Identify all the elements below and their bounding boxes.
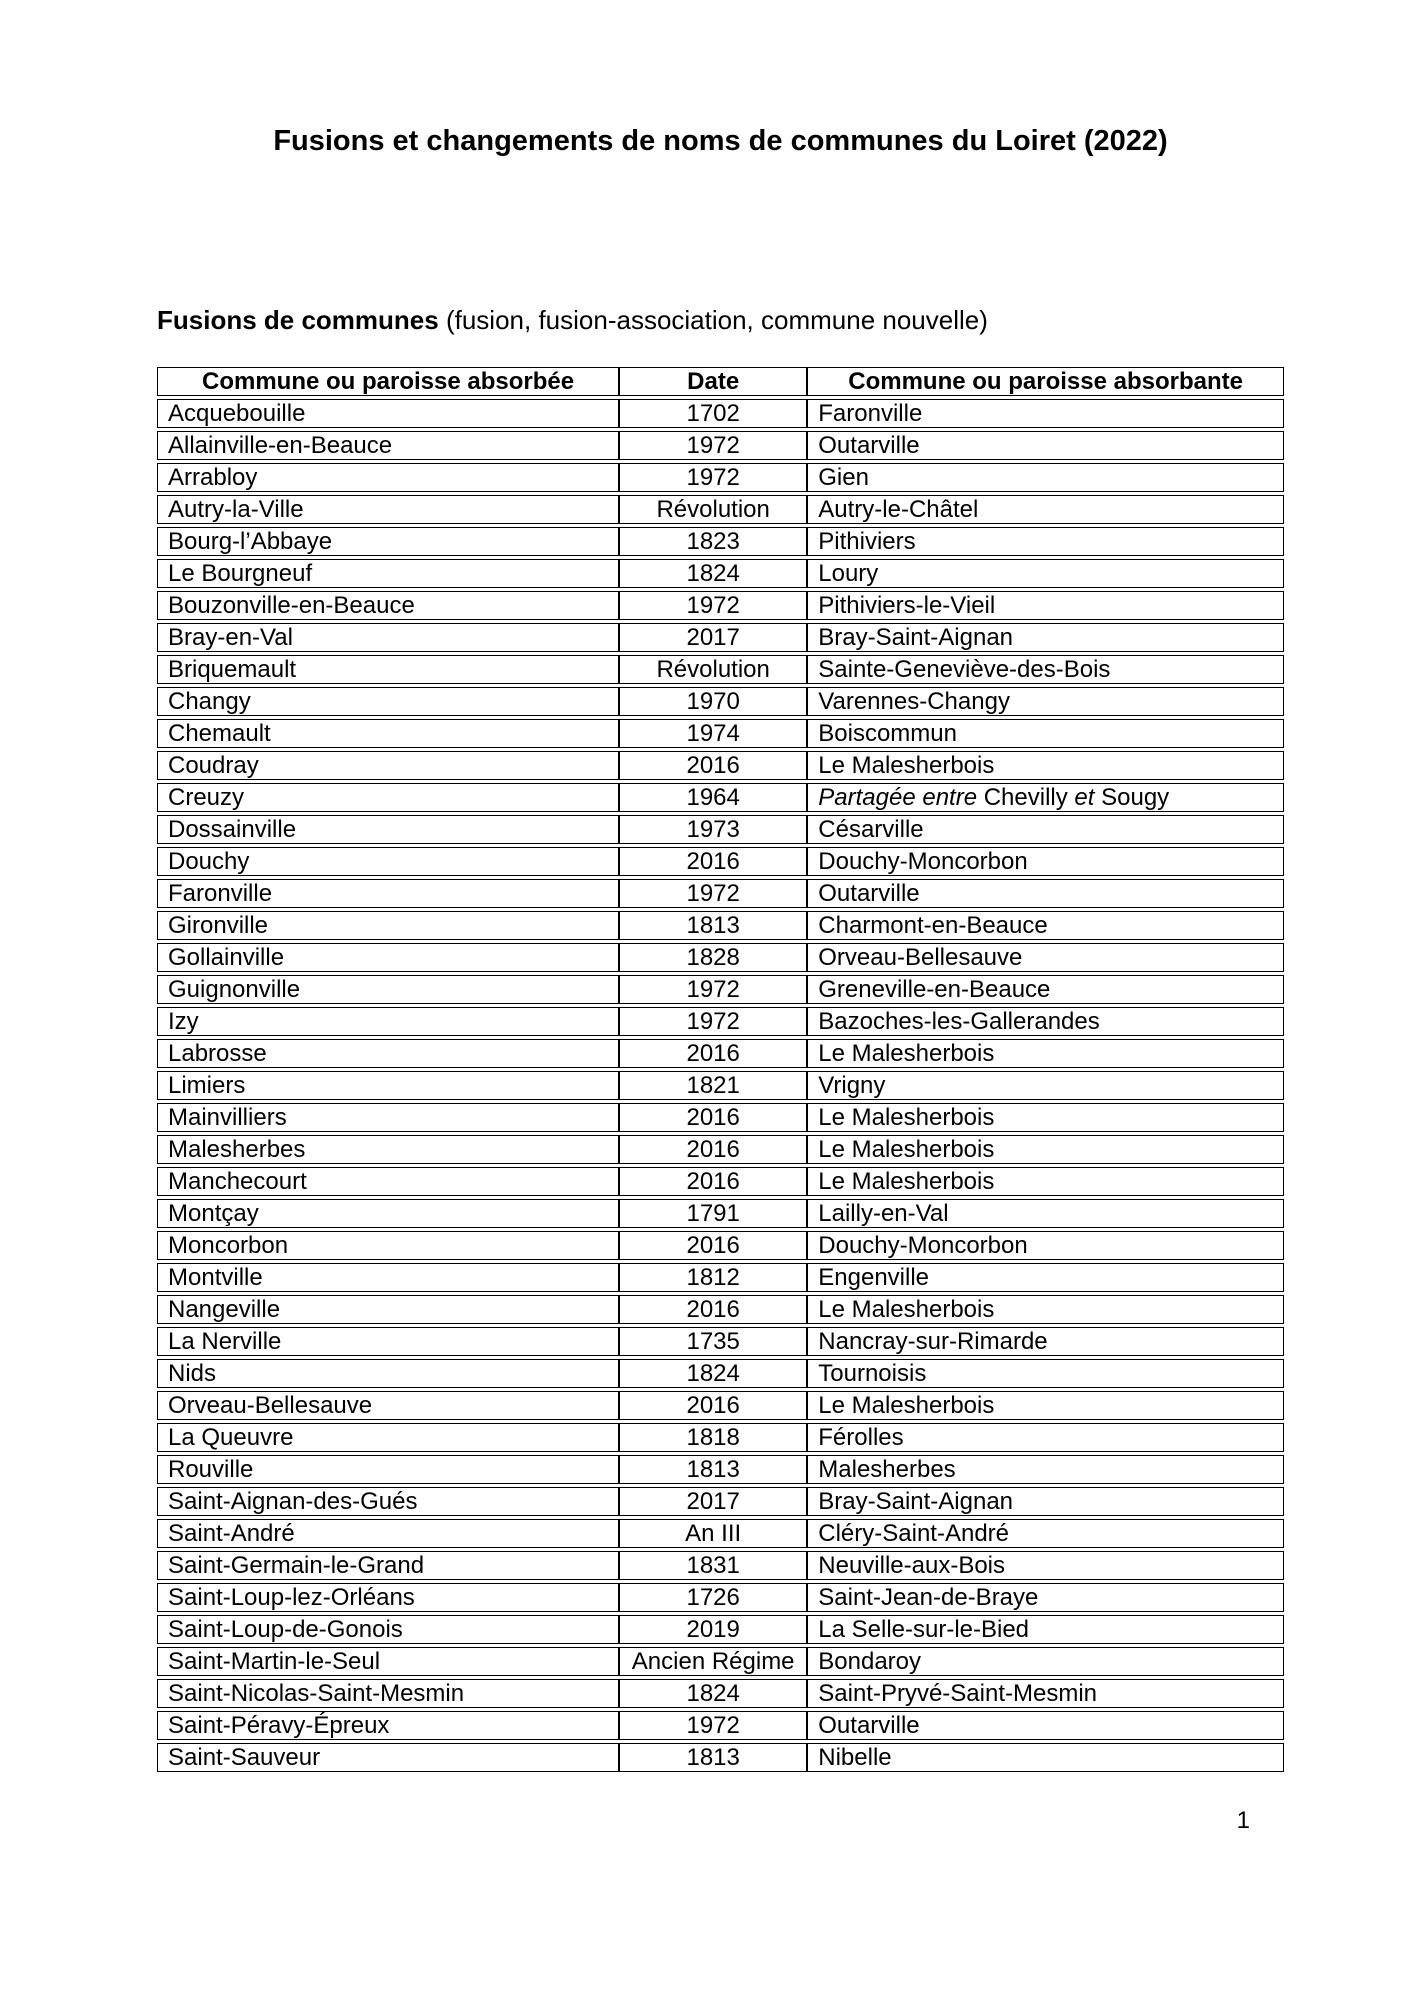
cell-absorbee: Bray-en-Val <box>157 623 619 652</box>
table-row <box>157 1615 1284 1644</box>
cell-absorbante: Bondaroy <box>807 1647 1284 1676</box>
cell-absorbante: Boiscommun <box>807 719 1284 748</box>
cell-absorbante: Le Malesherbois <box>807 1391 1284 1420</box>
table-row <box>157 1679 1284 1708</box>
cell-date: 1824 <box>619 1679 807 1708</box>
table-row <box>157 751 1284 780</box>
cell-absorbee: Malesherbes <box>157 1135 619 1164</box>
table-row <box>157 1167 1284 1196</box>
cell-absorbante: Le Malesherbois <box>807 1295 1284 1324</box>
cell-absorbee: Allainville-en-Beauce <box>157 431 619 460</box>
cell-absorbante: Cléry-Saint-André <box>807 1519 1284 1548</box>
table-row <box>157 1519 1284 1548</box>
cell-absorbee: Saint-Péravy-Épreux <box>157 1711 619 1740</box>
cell-absorbee: Limiers <box>157 1071 619 1100</box>
cell-absorbee: Le Bourgneuf <box>157 559 619 588</box>
cell-date: 1818 <box>619 1423 807 1452</box>
cell-absorbante: Lailly-en-Val <box>807 1199 1284 1228</box>
cell-date: 2016 <box>619 1295 807 1324</box>
cell-absorbante: Pithiviers-le-Vieil <box>807 591 1284 620</box>
cell-date: 2016 <box>619 1039 807 1068</box>
table-row <box>157 1263 1284 1292</box>
table-row <box>157 1743 1284 1772</box>
cell-date: 1824 <box>619 1359 807 1388</box>
cell-date: 1828 <box>619 943 807 972</box>
cell-absorbante: Nibelle <box>807 1743 1284 1772</box>
table-row <box>157 847 1284 876</box>
cell-absorbee: Saint-Sauveur <box>157 1743 619 1772</box>
cell-absorbee: Autry-la-Ville <box>157 495 619 524</box>
table-row <box>157 1327 1284 1356</box>
cell-absorbante: Pithiviers <box>807 527 1284 556</box>
table-row <box>157 399 1284 428</box>
cell-date: 1735 <box>619 1327 807 1356</box>
cell-absorbante: Le Malesherbois <box>807 1135 1284 1164</box>
cell-absorbee: Montçay <box>157 1199 619 1228</box>
table-header-row <box>157 367 1284 396</box>
cell-absorbee: Briquemault <box>157 655 619 684</box>
cell-absorbee: Manchecourt <box>157 1167 619 1196</box>
cell-date: 2019 <box>619 1615 807 1644</box>
cell-absorbante: Bray-Saint-Aignan <box>807 623 1284 652</box>
table-row <box>157 815 1284 844</box>
cell-absorbante: Le Malesherbois <box>807 751 1284 780</box>
cell-absorbee: Moncorbon <box>157 1231 619 1260</box>
cell-date: 1702 <box>619 399 807 428</box>
cell-date: 2016 <box>619 847 807 876</box>
cell-absorbee: Rouville <box>157 1455 619 1484</box>
cell-absorbee: Saint-Nicolas-Saint-Mesmin <box>157 1679 619 1708</box>
fusions-table <box>157 364 1284 1775</box>
cell-absorbante: Malesherbes <box>807 1455 1284 1484</box>
cell-date: 1972 <box>619 1007 807 1036</box>
cell-absorbante: Nancray-sur-Rimarde <box>807 1327 1284 1356</box>
table-row <box>157 1583 1284 1612</box>
cell-absorbante: Saint-Jean-de-Braye <box>807 1583 1284 1612</box>
cell-absorbee: Saint-André <box>157 1519 619 1548</box>
cell-date: 1812 <box>619 1263 807 1292</box>
cell-date: 1831 <box>619 1551 807 1580</box>
table-row <box>157 463 1284 492</box>
table-row <box>157 591 1284 620</box>
cell-absorbee: Dossainville <box>157 815 619 844</box>
cell-absorbee: Saint-Aignan-des-Gués <box>157 1487 619 1516</box>
cell-date: Révolution <box>619 655 807 684</box>
table-row <box>157 1551 1284 1580</box>
table-row <box>157 1007 1284 1036</box>
cell-absorbante: Bray-Saint-Aignan <box>807 1487 1284 1516</box>
cell-absorbante: Loury <box>807 559 1284 588</box>
cell-date: 1972 <box>619 975 807 1004</box>
page-number: 1 <box>1236 1807 1250 1835</box>
table-row <box>157 975 1284 1004</box>
cell-absorbee: Izy <box>157 1007 619 1036</box>
cell-absorbee: Guignonville <box>157 975 619 1004</box>
table-row <box>157 655 1284 684</box>
cell-absorbee: La Nerville <box>157 1327 619 1356</box>
cell-absorbante: Outarville <box>807 1711 1284 1740</box>
cell-absorbee: Saint-Loup-lez-Orléans <box>157 1583 619 1612</box>
cell-absorbante: Sainte-Geneviève-des-Bois <box>807 655 1284 684</box>
cell-absorbee: Orveau-Bellesauve <box>157 1391 619 1420</box>
cell-date: 1823 <box>619 527 807 556</box>
cell-absorbee: Chemault <box>157 719 619 748</box>
cell-date: Révolution <box>619 495 807 524</box>
cell-absorbee: Creuzy <box>157 783 619 812</box>
cell-date: 1973 <box>619 815 807 844</box>
cell-date: 1964 <box>619 783 807 812</box>
cell-absorbante: Orveau-Bellesauve <box>807 943 1284 972</box>
table-row <box>157 527 1284 556</box>
cell-absorbante: Vrigny <box>807 1071 1284 1100</box>
table-row <box>157 1199 1284 1228</box>
cell-date: 1972 <box>619 463 807 492</box>
cell-absorbee: Coudray <box>157 751 619 780</box>
cell-date: An III <box>619 1519 807 1548</box>
cell-date: 1824 <box>619 559 807 588</box>
table-row <box>157 783 1284 812</box>
cell-date: 1970 <box>619 687 807 716</box>
cell-absorbee: Gironville <box>157 911 619 940</box>
cell-absorbee: Changy <box>157 687 619 716</box>
cell-absorbante: Charmont-en-Beauce <box>807 911 1284 940</box>
cell-absorbee: Bouzonville-en-Beauce <box>157 591 619 620</box>
cell-date: 1972 <box>619 1711 807 1740</box>
cell-date: 1821 <box>619 1071 807 1100</box>
cell-absorbee: Nids <box>157 1359 619 1388</box>
cell-date: 1813 <box>619 1743 807 1772</box>
cell-absorbante: Douchy-Moncorbon <box>807 1231 1284 1260</box>
cell-absorbante: Outarville <box>807 431 1284 460</box>
section-heading-rest: (fusion, fusion-association, commune nouvelle) <box>438 304 988 335</box>
cell-absorbante <box>807 783 1284 812</box>
cell-absorbante: Engenville <box>807 1263 1284 1292</box>
cell-absorbee: Faronville <box>157 879 619 908</box>
table-row <box>157 879 1284 908</box>
column-header-absorbee: Commune ou paroisse absorbée <box>157 367 619 396</box>
table-row <box>157 1455 1284 1484</box>
cell-date: Ancien Régime <box>619 1647 807 1676</box>
table-row <box>157 943 1284 972</box>
table-row <box>157 495 1284 524</box>
cell-date: 1972 <box>619 879 807 908</box>
cell-absorbante: Férolles <box>807 1423 1284 1452</box>
cell-absorbante: Le Malesherbois <box>807 1167 1284 1196</box>
text-segment: Chevilly <box>983 784 1068 812</box>
table-row <box>157 559 1284 588</box>
cell-absorbee: Montville <box>157 1263 619 1292</box>
cell-absorbee: Saint-Martin-le-Seul <box>157 1647 619 1676</box>
cell-absorbante: Gien <box>807 463 1284 492</box>
cell-absorbee: Labrosse <box>157 1039 619 1068</box>
table-row <box>157 1071 1284 1100</box>
column-header-absorbante: Commune ou paroisse absorbante <box>807 367 1284 396</box>
section-heading <box>157 304 1284 337</box>
cell-absorbante: Bazoches-les-Gallerandes <box>807 1007 1284 1036</box>
page-title: Fusions et changements de noms de communes du Loiret (2022) <box>273 125 1168 157</box>
cell-absorbante: Le Malesherbois <box>807 1039 1284 1068</box>
cell-date: 1974 <box>619 719 807 748</box>
cell-date: 2017 <box>619 623 807 652</box>
cell-absorbante: Douchy-Moncorbon <box>807 847 1284 876</box>
table-row <box>157 1487 1284 1516</box>
italic-text-segment: et <box>1067 784 1102 812</box>
cell-date: 2016 <box>619 751 807 780</box>
table-row <box>157 911 1284 940</box>
table-row <box>157 1647 1284 1676</box>
cell-absorbante: Outarville <box>807 879 1284 908</box>
table-row <box>157 1039 1284 1068</box>
text-segment: Sougy <box>1101 784 1170 812</box>
cell-absorbee: Nangeville <box>157 1295 619 1324</box>
cell-absorbante: Saint-Pryvé-Saint-Mesmin <box>807 1679 1284 1708</box>
cell-absorbante: Tournoisis <box>807 1359 1284 1388</box>
cell-date: 2017 <box>619 1487 807 1516</box>
cell-date: 2016 <box>619 1103 807 1132</box>
cell-absorbante: Faronville <box>807 399 1284 428</box>
table-row <box>157 623 1284 652</box>
cell-absorbante: Varennes-Changy <box>807 687 1284 716</box>
cell-absorbante: Le Malesherbois <box>807 1103 1284 1132</box>
cell-date: 1813 <box>619 911 807 940</box>
cell-date: 1972 <box>619 591 807 620</box>
table-row <box>157 431 1284 460</box>
cell-absorbee: Bourg-l’Abbaye <box>157 527 619 556</box>
table-row <box>157 687 1284 716</box>
cell-absorbee: Douchy <box>157 847 619 876</box>
cell-date: 1726 <box>619 1583 807 1612</box>
cell-absorbee: Gollainville <box>157 943 619 972</box>
cell-date: 1791 <box>619 1199 807 1228</box>
column-header-date: Date <box>619 367 807 396</box>
table-row <box>157 1391 1284 1420</box>
cell-date: 2016 <box>619 1135 807 1164</box>
cell-absorbante: Greneville-en-Beauce <box>807 975 1284 1004</box>
cell-date: 2016 <box>619 1391 807 1420</box>
table-row <box>157 1295 1284 1324</box>
cell-date: 2016 <box>619 1231 807 1260</box>
cell-date: 1972 <box>619 431 807 460</box>
cell-absorbee: Saint-Loup-de-Gonois <box>157 1615 619 1644</box>
cell-absorbante: Césarville <box>807 815 1284 844</box>
cell-absorbee: Saint-Germain-le-Grand <box>157 1551 619 1580</box>
cell-absorbee: La Queuvre <box>157 1423 619 1452</box>
cell-absorbee: Arrabloy <box>157 463 619 492</box>
cell-absorbante: Neuville-aux-Bois <box>807 1551 1284 1580</box>
table-body <box>157 399 1284 1772</box>
table-row <box>157 1423 1284 1452</box>
table-row <box>157 719 1284 748</box>
cell-date: 2016 <box>619 1167 807 1196</box>
cell-absorbee: Mainvilliers <box>157 1103 619 1132</box>
cell-absorbante: La Selle-sur-le-Bied <box>807 1615 1284 1644</box>
cell-absorbee: Acquebouille <box>157 399 619 428</box>
table-row <box>157 1359 1284 1388</box>
cell-date: 1813 <box>619 1455 807 1484</box>
table-row <box>157 1103 1284 1132</box>
table-row <box>157 1231 1284 1260</box>
table-row <box>157 1135 1284 1164</box>
italic-text-segment: Partagée entre <box>818 784 984 812</box>
section-heading-bold: Fusions de communes <box>157 304 439 335</box>
table-row <box>157 1711 1284 1740</box>
cell-absorbante: Autry-le-Châtel <box>807 495 1284 524</box>
